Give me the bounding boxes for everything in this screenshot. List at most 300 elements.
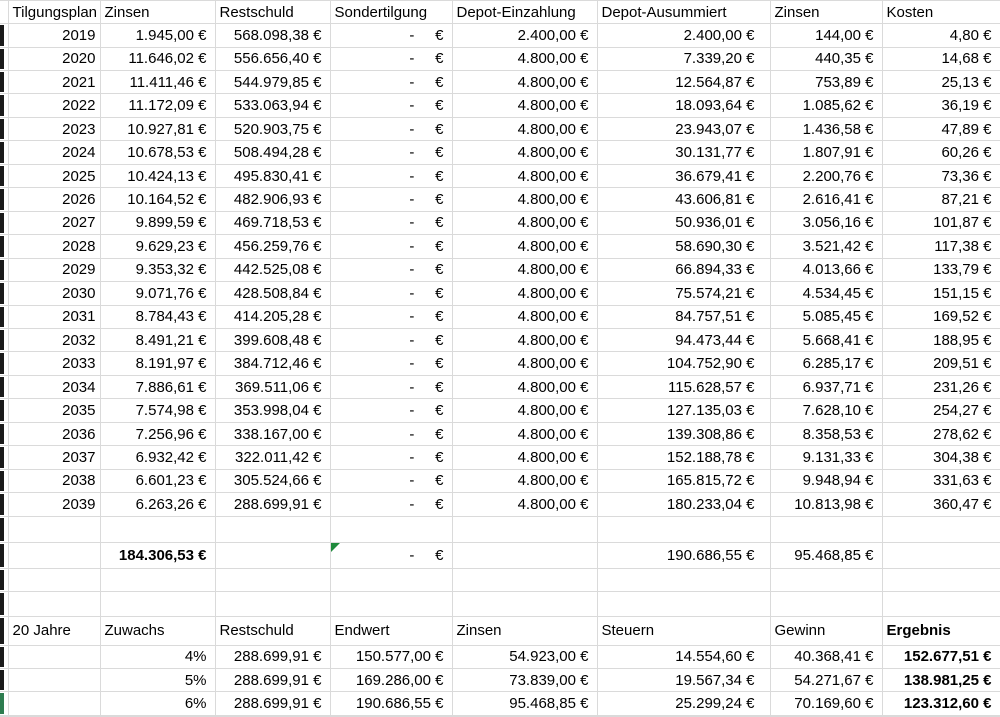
cell-kosten[interactable]: 331,63 € xyxy=(882,469,1000,492)
cell-kosten[interactable]: 304,38 € xyxy=(882,446,1000,469)
cell-kosten[interactable]: 14,68 € xyxy=(882,47,1000,70)
row-edge-bar xyxy=(0,119,4,139)
amortization-row xyxy=(0,188,1000,211)
cell-year[interactable]: 2031 xyxy=(8,305,100,328)
cell-zinsen[interactable]: 9.899,59 € xyxy=(100,211,215,234)
cell-zinsen-depot[interactable]: 1.085,62 € xyxy=(770,94,882,117)
empty-row xyxy=(0,715,1000,716)
empty-cell[interactable] xyxy=(882,592,1000,617)
cell-sondertilgung[interactable]: - € xyxy=(330,329,452,352)
cell-depot-einzahlung[interactable]: 4.800,00 € xyxy=(452,94,597,117)
cell-sondertilgung[interactable]: - € xyxy=(330,352,452,375)
empty-cell[interactable] xyxy=(597,516,770,542)
cell-zinsen[interactable]: 8.191,97 € xyxy=(100,352,215,375)
cell-zinsen[interactable]: 11.411,46 € xyxy=(100,71,215,94)
cell-zinsen-depot[interactable]: 5.668,41 € xyxy=(770,329,882,352)
empty-cell[interactable] xyxy=(8,669,100,692)
empty-cell[interactable] xyxy=(452,569,597,592)
cell-zinsen-depot[interactable]: 10.813,98 € xyxy=(770,493,882,517)
cell-depot-einzahlung[interactable]: 2.400,00 € xyxy=(452,24,597,47)
cell-zinsen[interactable]: 7.256,96 € xyxy=(100,422,215,445)
cell-ergebnis[interactable]: 123.312,60 € xyxy=(882,692,1000,715)
row-edge xyxy=(0,352,8,375)
cell-sondertilgung[interactable]: - € xyxy=(330,71,452,94)
header-restschuld[interactable]: Restschuld xyxy=(215,1,330,24)
empty-cell[interactable] xyxy=(770,592,882,617)
cell-zinsen[interactable]: 10.678,53 € xyxy=(100,141,215,164)
empty-cell[interactable] xyxy=(215,542,330,568)
cell-zinsen[interactable]: 6.601,23 € xyxy=(100,469,215,492)
row-edge-bar xyxy=(0,593,4,615)
empty-cell[interactable] xyxy=(330,516,452,542)
amortization-row xyxy=(0,493,1000,517)
header-zuwachs[interactable]: Zuwachs xyxy=(100,617,215,645)
cell-zinsen-depot[interactable]: 753,89 € xyxy=(770,71,882,94)
cell-restschuld[interactable]: 288.699,91 € xyxy=(215,669,330,692)
cell-zinsen-depot[interactable]: 4.534,45 € xyxy=(770,282,882,305)
cell-zinsen-depot[interactable]: 144,00 € xyxy=(770,24,882,47)
cell-zinsen[interactable]: 9.353,32 € xyxy=(100,258,215,281)
cell-sondertilgung[interactable]: - € xyxy=(330,399,452,422)
cell-year[interactable]: 2034 xyxy=(8,375,100,398)
row-edge xyxy=(0,329,8,352)
cell-restschuld[interactable]: 305.524,66 € xyxy=(215,469,330,492)
cell-sondertilgung[interactable]: - € xyxy=(330,211,452,234)
cell-kosten[interactable]: 360,47 € xyxy=(882,493,1000,517)
header-depot-ausummiert[interactable]: Depot-Ausummiert xyxy=(597,1,770,24)
empty-row xyxy=(0,592,1000,617)
empty-cell[interactable] xyxy=(882,542,1000,568)
row-edge xyxy=(0,569,8,592)
cell-restschuld[interactable]: 442.525,08 € xyxy=(215,258,330,281)
cell-year[interactable]: 2030 xyxy=(8,282,100,305)
cell-depot-einzahlung[interactable]: 4.800,00 € xyxy=(452,235,597,258)
cell-zinsen[interactable]: 95.468,85 € xyxy=(452,692,597,715)
cell-zinsen-depot[interactable]: 3.056,16 € xyxy=(770,211,882,234)
empty-cell[interactable] xyxy=(597,592,770,617)
cell-depot-einzahlung[interactable]: 4.800,00 € xyxy=(452,305,597,328)
row-edge xyxy=(0,235,8,258)
cell-depot-ausummiert[interactable]: 7.339,20 € xyxy=(597,47,770,70)
header-gewinn[interactable]: Gewinn xyxy=(770,617,882,645)
cell-zinsen[interactable]: 10.927,81 € xyxy=(100,117,215,140)
cell-sondertilgung[interactable]: - € xyxy=(330,446,452,469)
cell-sondertilgung[interactable]: - € xyxy=(330,305,452,328)
top-header-row xyxy=(0,1,1000,24)
empty-cell[interactable] xyxy=(215,715,330,716)
empty-cell[interactable] xyxy=(882,715,1000,716)
cell-zinsen-depot[interactable]: 7.628,10 € xyxy=(770,399,882,422)
row-edge-bar xyxy=(0,618,4,643)
cell-zinsen[interactable]: 9.071,76 € xyxy=(100,282,215,305)
cell-depot-ausummiert[interactable]: 2.400,00 € xyxy=(597,24,770,47)
empty-cell[interactable] xyxy=(100,715,215,716)
cell-depot-einzahlung[interactable]: 4.800,00 € xyxy=(452,422,597,445)
row-edge xyxy=(0,141,8,164)
empty-cell[interactable] xyxy=(215,569,330,592)
cell-depot-einzahlung[interactable]: 4.800,00 € xyxy=(452,399,597,422)
cell-kosten[interactable]: 25,13 € xyxy=(882,71,1000,94)
cell-kosten[interactable]: 60,26 € xyxy=(882,141,1000,164)
cell-sondertilgung[interactable]: - € xyxy=(330,469,452,492)
cell-sondertilgung[interactable]: - € xyxy=(330,258,452,281)
cell-zinsen-depot[interactable]: 2.200,76 € xyxy=(770,164,882,187)
cell-kosten[interactable]: 36,19 € xyxy=(882,94,1000,117)
total-zinsen-cell[interactable]: 184.306,53 € xyxy=(100,542,215,568)
cell-restschuld[interactable]: 428.508,84 € xyxy=(215,282,330,305)
amortization-row xyxy=(0,329,1000,352)
cell-zinsen-depot[interactable]: 1.807,91 € xyxy=(770,141,882,164)
cell-depot-ausummiert[interactable]: 180.233,04 € xyxy=(597,493,770,517)
cell-restschuld[interactable]: 288.699,91 € xyxy=(215,692,330,715)
cell-year[interactable]: 2029 xyxy=(8,258,100,281)
row-edge xyxy=(0,47,8,70)
empty-cell[interactable] xyxy=(8,592,100,617)
cell-depot-ausummiert[interactable]: 139.308,86 € xyxy=(597,422,770,445)
empty-cell[interactable] xyxy=(770,569,882,592)
row-edge xyxy=(0,493,8,517)
cell-year[interactable]: 2020 xyxy=(8,47,100,70)
total-zinsen-depot-cell[interactable]: 95.468,85 € xyxy=(770,542,882,568)
empty-cell[interactable] xyxy=(452,516,597,542)
cell-year[interactable]: 2033 xyxy=(8,352,100,375)
header-steuern[interactable]: Steuern xyxy=(597,617,770,645)
error-indicator-icon xyxy=(331,543,340,552)
row-edge xyxy=(0,94,8,117)
cell-depot-einzahlung[interactable]: 4.800,00 € xyxy=(452,329,597,352)
cell-depot-ausummiert[interactable]: 152.188,78 € xyxy=(597,446,770,469)
cell-zuwachs[interactable]: 4% xyxy=(100,645,215,668)
cell-kosten[interactable]: 278,62 € xyxy=(882,422,1000,445)
cell-sondertilgung[interactable]: - € xyxy=(330,188,452,211)
row-edge xyxy=(0,164,8,187)
cell-year[interactable]: 2032 xyxy=(8,329,100,352)
cell-year[interactable]: 2019 xyxy=(8,24,100,47)
cell-depot-ausummiert[interactable]: 127.135,03 € xyxy=(597,399,770,422)
cell-year[interactable]: 2028 xyxy=(8,235,100,258)
cell-steuern[interactable]: 19.567,34 € xyxy=(597,669,770,692)
cell-year[interactable]: 2022 xyxy=(8,94,100,117)
cell-sondertilgung[interactable]: - € xyxy=(330,164,452,187)
cell-depot-einzahlung[interactable]: 4.800,00 € xyxy=(452,141,597,164)
cell-depot-ausummiert[interactable]: 12.564,87 € xyxy=(597,71,770,94)
amortization-row xyxy=(0,375,1000,398)
cell-kosten[interactable]: 73,36 € xyxy=(882,164,1000,187)
cell-depot-ausummiert[interactable]: 58.690,30 € xyxy=(597,235,770,258)
cell-zinsen-depot[interactable]: 1.436,58 € xyxy=(770,117,882,140)
cell-kosten[interactable]: 117,38 € xyxy=(882,235,1000,258)
cell-depot-ausummiert[interactable]: 104.752,90 € xyxy=(597,352,770,375)
cell-sondertilgung[interactable]: - € xyxy=(330,141,452,164)
cell-zinsen-depot[interactable]: 5.085,45 € xyxy=(770,305,882,328)
cell-zinsen-depot[interactable]: 9.131,33 € xyxy=(770,446,882,469)
cell-restschuld[interactable]: 495.830,41 € xyxy=(215,164,330,187)
cell-depot-ausummiert[interactable]: 43.606,81 € xyxy=(597,188,770,211)
row-edge-bar xyxy=(0,95,4,115)
header-depot-einzahlung[interactable]: Depot-Einzahlung xyxy=(452,1,597,24)
cell-restschuld[interactable]: 338.167,00 € xyxy=(215,422,330,445)
cell-kosten[interactable]: 188,95 € xyxy=(882,329,1000,352)
cell-restschuld[interactable]: 353.998,04 € xyxy=(215,399,330,422)
row-edge-bar xyxy=(0,283,4,303)
row-edge xyxy=(0,469,8,492)
cell-gewinn[interactable]: 70.169,60 € xyxy=(770,692,882,715)
cell-year[interactable]: 2039 xyxy=(8,493,100,517)
cell-zinsen-depot[interactable]: 4.013,66 € xyxy=(770,258,882,281)
cell-year[interactable]: 2037 xyxy=(8,446,100,469)
cell-depot-einzahlung[interactable]: 4.800,00 € xyxy=(452,211,597,234)
row-edge-bar xyxy=(0,693,4,713)
cell-kosten[interactable]: 254,27 € xyxy=(882,399,1000,422)
empty-cell[interactable] xyxy=(215,516,330,542)
total-sondertilgung-cell[interactable] xyxy=(330,542,452,568)
cell-depot-einzahlung[interactable]: 4.800,00 € xyxy=(452,47,597,70)
cell-restschuld[interactable]: 288.699,91 € xyxy=(215,493,330,517)
scenario-row xyxy=(0,645,1000,668)
cell-steuern[interactable]: 14.554,60 € xyxy=(597,645,770,668)
cell-zinsen-depot[interactable]: 3.521,42 € xyxy=(770,235,882,258)
cell-restschuld[interactable]: 568.098,38 € xyxy=(215,24,330,47)
cell-sondertilgung[interactable]: - € xyxy=(330,117,452,140)
cell-restschuld[interactable]: 520.903,75 € xyxy=(215,117,330,140)
row-edge xyxy=(0,258,8,281)
cell-kosten[interactable]: 4,80 € xyxy=(882,24,1000,47)
cell-restschuld[interactable]: 456.259,76 € xyxy=(215,235,330,258)
empty-cell[interactable] xyxy=(770,516,882,542)
cell-depot-einzahlung[interactable]: 4.800,00 € xyxy=(452,258,597,281)
cell-zinsen[interactable]: 7.574,98 € xyxy=(100,399,215,422)
cell-restschuld[interactable]: 469.718,53 € xyxy=(215,211,330,234)
cell-endwert[interactable]: 169.286,00 € xyxy=(330,669,452,692)
header-20-jahre[interactable]: 20 Jahre xyxy=(8,617,100,645)
scenario-header-row xyxy=(0,617,1000,645)
empty-cell[interactable] xyxy=(8,645,100,668)
cell-restschuld[interactable]: 533.063,94 € xyxy=(215,94,330,117)
cell-depot-einzahlung[interactable]: 4.800,00 € xyxy=(452,446,597,469)
cell-restschuld[interactable]: 482.906,93 € xyxy=(215,188,330,211)
empty-cell[interactable] xyxy=(100,592,215,617)
cell-zinsen[interactable]: 8.784,43 € xyxy=(100,305,215,328)
empty-cell[interactable] xyxy=(882,516,1000,542)
cell-sondertilgung[interactable]: - € xyxy=(330,47,452,70)
header-tilgungsplan[interactable]: Tilgungsplan xyxy=(8,1,100,24)
cell-zinsen-depot[interactable]: 9.948,94 € xyxy=(770,469,882,492)
row-edge xyxy=(0,399,8,422)
cell-zinsen-depot[interactable]: 8.358,53 € xyxy=(770,422,882,445)
amortization-row xyxy=(0,305,1000,328)
cell-endwert[interactable]: 150.577,00 € xyxy=(330,645,452,668)
empty-cell[interactable] xyxy=(215,592,330,617)
empty-cell[interactable] xyxy=(8,516,100,542)
empty-cell[interactable] xyxy=(8,715,100,716)
header-endwert[interactable]: Endwert xyxy=(330,617,452,645)
amortization-rows xyxy=(0,24,1000,517)
cell-endwert[interactable]: 190.686,55 € xyxy=(330,692,452,715)
cell-kosten[interactable]: 151,15 € xyxy=(882,282,1000,305)
row-edge xyxy=(0,516,8,542)
cell-year[interactable]: 2023 xyxy=(8,117,100,140)
cell-depot-ausummiert[interactable]: 115.628,57 € xyxy=(597,375,770,398)
cell-depot-einzahlung[interactable]: 4.800,00 € xyxy=(452,493,597,517)
cell-depot-einzahlung[interactable]: 4.800,00 € xyxy=(452,164,597,187)
cell-zinsen[interactable]: 10.424,13 € xyxy=(100,164,215,187)
cell-zinsen[interactable]: 1.945,00 € xyxy=(100,24,215,47)
header-restschuld-2[interactable]: Restschuld xyxy=(215,617,330,645)
cell-year[interactable]: 2025 xyxy=(8,164,100,187)
amortization-row xyxy=(0,422,1000,445)
cell-sondertilgung[interactable]: - € xyxy=(330,493,452,517)
cell-zinsen[interactable]: 54.923,00 € xyxy=(452,645,597,668)
cell-restschuld[interactable]: 508.494,28 € xyxy=(215,141,330,164)
header-ergebnis[interactable]: Ergebnis xyxy=(882,617,1000,645)
total-sondertilgung-value: - € xyxy=(409,547,444,565)
cell-kosten[interactable]: 47,89 € xyxy=(882,117,1000,140)
cell-zinsen[interactable]: 8.491,21 € xyxy=(100,329,215,352)
cell-depot-einzahlung[interactable]: 4.800,00 € xyxy=(452,71,597,94)
empty-cell[interactable] xyxy=(8,542,100,568)
empty-cell[interactable] xyxy=(597,715,770,716)
header-zinsen-2[interactable]: Zinsen xyxy=(452,617,597,645)
cell-zuwachs[interactable]: 5% xyxy=(100,669,215,692)
cell-zinsen[interactable]: 11.646,02 € xyxy=(100,47,215,70)
cell-restschuld[interactable]: 288.699,91 € xyxy=(215,645,330,668)
cell-restschuld[interactable]: 544.979,85 € xyxy=(215,71,330,94)
cell-kosten[interactable]: 231,26 € xyxy=(882,375,1000,398)
cell-year[interactable]: 2026 xyxy=(8,188,100,211)
empty-cell[interactable] xyxy=(770,715,882,716)
cell-zinsen[interactable]: 10.164,52 € xyxy=(100,188,215,211)
cell-zinsen[interactable]: 73.839,00 € xyxy=(452,669,597,692)
cell-gewinn[interactable]: 54.271,67 € xyxy=(770,669,882,692)
row-edge xyxy=(0,282,8,305)
cell-sondertilgung[interactable]: - € xyxy=(330,282,452,305)
cell-kosten[interactable]: 209,51 € xyxy=(882,352,1000,375)
cell-restschuld[interactable]: 556.656,40 € xyxy=(215,47,330,70)
cell-year[interactable]: 2035 xyxy=(8,399,100,422)
cell-year[interactable]: 2024 xyxy=(8,141,100,164)
cell-depot-einzahlung[interactable]: 4.800,00 € xyxy=(452,282,597,305)
empty-cell[interactable] xyxy=(330,715,452,716)
cell-zinsen-depot[interactable]: 2.616,41 € xyxy=(770,188,882,211)
row-edge-bar xyxy=(0,494,4,515)
cell-sondertilgung[interactable]: - € xyxy=(330,24,452,47)
scenario-row xyxy=(0,669,1000,692)
cell-year[interactable]: 2036 xyxy=(8,422,100,445)
cell-depot-ausummiert[interactable]: 66.894,33 € xyxy=(597,258,770,281)
row-edge-bar xyxy=(0,670,4,690)
cell-depot-einzahlung[interactable]: 4.800,00 € xyxy=(452,352,597,375)
row-edge xyxy=(0,1,8,24)
amortization-row xyxy=(0,469,1000,492)
empty-cell[interactable] xyxy=(330,569,452,592)
cell-sondertilgung[interactable]: - € xyxy=(330,235,452,258)
cell-sondertilgung[interactable]: - € xyxy=(330,422,452,445)
row-edge xyxy=(0,542,8,568)
amortization-row xyxy=(0,352,1000,375)
empty-cell[interactable] xyxy=(330,592,452,617)
cell-restschuld[interactable]: 322.011,42 € xyxy=(215,446,330,469)
cell-restschuld[interactable]: 399.608,48 € xyxy=(215,329,330,352)
cell-sondertilgung[interactable]: - € xyxy=(330,375,452,398)
cell-restschuld[interactable]: 369.511,06 € xyxy=(215,375,330,398)
cell-depot-ausummiert[interactable]: 18.093,64 € xyxy=(597,94,770,117)
row-edge-bar xyxy=(0,424,4,444)
header-kosten[interactable]: Kosten xyxy=(882,1,1000,24)
cell-kosten[interactable]: 101,87 € xyxy=(882,211,1000,234)
cell-depot-einzahlung[interactable]: 4.800,00 € xyxy=(452,117,597,140)
header-zinsen[interactable]: Zinsen xyxy=(100,1,215,24)
cell-zuwachs[interactable]: 6% xyxy=(100,692,215,715)
cell-depot-ausummiert[interactable]: 30.131,77 € xyxy=(597,141,770,164)
row-edge-bar xyxy=(0,142,4,162)
cell-year[interactable]: 2021 xyxy=(8,71,100,94)
cell-kosten[interactable]: 169,52 € xyxy=(882,305,1000,328)
cell-year[interactable]: 2038 xyxy=(8,469,100,492)
cell-zinsen-depot[interactable]: 6.285,17 € xyxy=(770,352,882,375)
cell-depot-ausummiert[interactable]: 75.574,21 € xyxy=(597,282,770,305)
amortization-row xyxy=(0,117,1000,140)
row-edge-bar xyxy=(0,518,4,541)
cell-depot-ausummiert[interactable]: 94.473,44 € xyxy=(597,329,770,352)
cell-depot-ausummiert[interactable]: 165.815,72 € xyxy=(597,469,770,492)
row-edge xyxy=(0,645,8,668)
cell-restschuld[interactable]: 384.712,46 € xyxy=(215,352,330,375)
cell-year[interactable]: 2027 xyxy=(8,211,100,234)
cell-zinsen-depot[interactable]: 6.937,71 € xyxy=(770,375,882,398)
header-sondertilgung[interactable]: Sondertilgung xyxy=(330,1,452,24)
row-edge-bar xyxy=(0,377,4,397)
cell-sondertilgung[interactable]: - € xyxy=(330,94,452,117)
cell-steuern[interactable]: 25.299,24 € xyxy=(597,692,770,715)
cell-kosten[interactable]: 133,79 € xyxy=(882,258,1000,281)
cell-ergebnis[interactable]: 138.981,25 € xyxy=(882,669,1000,692)
empty-cell[interactable] xyxy=(452,715,597,716)
row-edge-bar xyxy=(0,330,4,350)
row-edge-bar xyxy=(0,189,4,209)
empty-cell[interactable] xyxy=(882,569,1000,592)
cell-depot-einzahlung[interactable]: 4.800,00 € xyxy=(452,188,597,211)
empty-cell[interactable] xyxy=(452,542,597,568)
cell-zinsen[interactable]: 6.263,26 € xyxy=(100,493,215,517)
cell-depot-einzahlung[interactable]: 4.800,00 € xyxy=(452,469,597,492)
cell-zinsen-depot[interactable]: 440,35 € xyxy=(770,47,882,70)
cell-kosten[interactable]: 87,21 € xyxy=(882,188,1000,211)
cell-zinsen[interactable]: 11.172,09 € xyxy=(100,94,215,117)
cell-depot-ausummiert[interactable]: 84.757,51 € xyxy=(597,305,770,328)
cell-gewinn[interactable]: 40.368,41 € xyxy=(770,645,882,668)
empty-cell[interactable] xyxy=(452,592,597,617)
cell-depot-ausummiert[interactable]: 50.936,01 € xyxy=(597,211,770,234)
empty-cell[interactable] xyxy=(597,569,770,592)
empty-cell[interactable] xyxy=(100,569,215,592)
empty-cell[interactable] xyxy=(8,692,100,715)
cell-depot-einzahlung[interactable]: 4.800,00 € xyxy=(452,375,597,398)
header-zinsen-depot[interactable]: Zinsen xyxy=(770,1,882,24)
empty-cell[interactable] xyxy=(100,516,215,542)
amortization-row xyxy=(0,211,1000,234)
empty-cell[interactable] xyxy=(8,569,100,592)
row-edge-bar xyxy=(0,570,4,590)
total-depot-ausummiert-cell[interactable]: 190.686,55 € xyxy=(597,542,770,568)
cell-ergebnis[interactable]: 152.677,51 € xyxy=(882,645,1000,668)
cell-zinsen[interactable]: 9.629,23 € xyxy=(100,235,215,258)
cell-zinsen[interactable]: 7.886,61 € xyxy=(100,375,215,398)
row-edge-bar xyxy=(0,49,4,69)
cell-depot-ausummiert[interactable]: 36.679,41 € xyxy=(597,164,770,187)
cell-zinsen[interactable]: 6.932,42 € xyxy=(100,446,215,469)
cell-depot-ausummiert[interactable]: 23.943,07 € xyxy=(597,117,770,140)
cell-restschuld[interactable]: 414.205,28 € xyxy=(215,305,330,328)
